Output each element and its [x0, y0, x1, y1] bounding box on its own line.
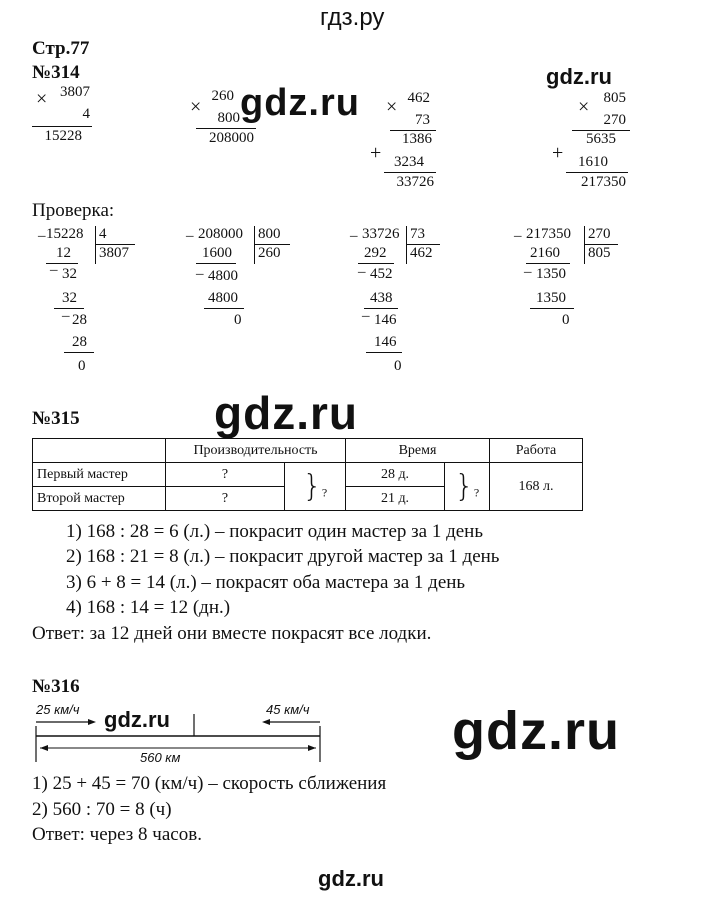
quotient: 3807 — [99, 245, 129, 261]
brace-cell — [445, 463, 490, 511]
remainder: 0 — [234, 312, 242, 328]
step: 452 — [370, 266, 393, 282]
remainder: 0 — [78, 358, 86, 374]
step: 28 — [72, 312, 87, 328]
plus-sign: + — [552, 142, 564, 164]
divisor: 4 — [99, 226, 107, 242]
step: 1350 — [536, 290, 566, 306]
watermark-small: gdz.ru — [546, 64, 612, 89]
product: 33726 — [396, 174, 434, 190]
watermark-large: gdz.ru — [214, 387, 358, 439]
step: 292 — [364, 245, 387, 261]
times-sign: × — [386, 96, 398, 118]
minus-sign: – — [186, 228, 194, 244]
product: 15228 — [44, 128, 82, 144]
table-cell: ? — [166, 463, 285, 487]
dividend: 15228 — [46, 226, 84, 242]
table-cell: ? — [166, 487, 285, 511]
rule — [64, 352, 94, 353]
factor: 260 — [211, 88, 234, 104]
dividend: 33726 — [362, 226, 400, 242]
distance-label: 560 км — [140, 750, 181, 765]
task-315-title: №315 — [32, 408, 80, 429]
partial-product: 5635 — [586, 131, 616, 147]
step: 2160 — [530, 245, 560, 261]
step: 4800 — [208, 290, 238, 306]
speed-right-label: 45 км/ч — [266, 702, 310, 717]
factor: 73 — [415, 112, 430, 128]
watermark-large: gdz.ru — [452, 701, 620, 761]
check-label: Проверка: — [32, 200, 115, 221]
minus-sign: – — [358, 264, 366, 280]
quotient: 462 — [410, 245, 433, 261]
step: 1600 — [202, 245, 232, 261]
division-bar — [584, 226, 585, 264]
factor: 462 — [407, 90, 430, 106]
partial-product: 1610 — [578, 154, 608, 170]
watermark-large: gdz.ru — [240, 82, 360, 124]
distance-arrow-right-icon — [308, 745, 316, 751]
division-bar — [95, 226, 96, 264]
remainder: 0 — [562, 312, 570, 328]
partial-product: 3234 — [394, 154, 424, 170]
dividend: 208000 — [198, 226, 243, 242]
question-mark: ? — [473, 485, 480, 500]
step: 146 — [374, 334, 397, 350]
table-cell: 168 л. — [490, 463, 583, 511]
step: 28 — [72, 334, 87, 350]
distance-arrow-left-icon — [40, 745, 48, 751]
rule — [196, 128, 256, 129]
minus-sign: – — [62, 308, 70, 324]
step: 146 — [374, 312, 397, 328]
solution-line: 1) 168 : 28 = 6 (л.) – покрасит один мастер за 1 день — [66, 521, 484, 542]
brace-icon: } — [454, 469, 474, 504]
brace-cell — [285, 463, 346, 511]
factor: 270 — [603, 112, 626, 128]
minus-sign: – — [350, 228, 358, 244]
factor: 805 — [603, 90, 626, 106]
rule — [366, 352, 402, 353]
product: 217350 — [581, 174, 626, 190]
times-sign: × — [190, 96, 202, 118]
solution-line: 1) 25 + 45 = 70 (км/ч) – скорость сближения — [32, 773, 387, 794]
rule — [566, 172, 628, 173]
brace-icon: } — [302, 469, 322, 504]
times-sign: × — [578, 96, 590, 118]
answer-line: Ответ: за 12 дней они вместе покрасят все лодки. — [32, 623, 432, 644]
quotient: 260 — [258, 245, 281, 261]
rule — [204, 308, 244, 309]
factor: 4 — [82, 106, 90, 122]
divisor: 73 — [410, 226, 425, 242]
remainder: 0 — [394, 358, 402, 374]
solution-line: 4) 168 : 14 = 12 (дн.) — [66, 597, 231, 618]
question-mark: ? — [321, 485, 328, 500]
rule — [32, 126, 92, 127]
rule — [196, 263, 236, 264]
arrow-left-head-icon — [262, 719, 270, 725]
solution-line: 3) 6 + 8 = 14 (л.) – покрасят оба мастера за 1 день — [66, 572, 466, 593]
table-cell: 28 д. — [346, 463, 445, 487]
table-row — [33, 463, 583, 487]
product: 208000 — [209, 130, 254, 146]
minus-sign: – — [196, 266, 204, 282]
quotient: 805 — [588, 245, 611, 261]
minus-sign: – — [514, 228, 522, 244]
plus-sign: + — [370, 142, 382, 164]
step: 438 — [370, 290, 393, 306]
table-cell: Первый мастер — [33, 463, 166, 487]
watermark-top: гдз.ру — [320, 4, 385, 31]
page-number: Стр.77 — [32, 38, 90, 59]
table-header-cell: Работа — [490, 439, 583, 463]
task-314-title: №314 — [32, 62, 80, 83]
division-bar — [406, 226, 407, 264]
times-sign: × — [36, 88, 48, 110]
watermark-small: gdz.ru — [104, 707, 170, 732]
step: 32 — [62, 290, 77, 306]
division-bar — [254, 226, 255, 264]
rule — [530, 308, 574, 309]
table-header-cell: Время — [346, 439, 490, 463]
step: 4800 — [208, 268, 238, 284]
table-header-row — [33, 439, 583, 463]
partial-product: 1386 — [402, 131, 432, 147]
minus-sign: – — [362, 308, 370, 324]
table-header-cell: Производительность — [166, 439, 346, 463]
divisor: 270 — [588, 226, 611, 242]
watermark-small: gdz.ru — [318, 866, 384, 891]
table-cell: 21 д. — [346, 487, 445, 511]
minus-sign: – — [524, 264, 532, 280]
factor: 3807 — [60, 84, 90, 100]
task-316-title: №316 — [32, 676, 80, 697]
task-table — [32, 438, 583, 511]
solution-line: 2) 168 : 21 = 8 (л.) – покрасит другой мастер за 1 день — [66, 546, 500, 567]
rule — [384, 172, 436, 173]
factor: 800 — [217, 110, 240, 126]
step: 32 — [62, 266, 77, 282]
minus-sign: – — [38, 228, 46, 244]
answer-line: Ответ: через 8 часов. — [32, 824, 202, 845]
arrow-right-head-icon — [88, 719, 96, 725]
step: 12 — [56, 245, 71, 261]
dividend: 217350 — [526, 226, 571, 242]
solution-line: 2) 560 : 70 = 8 (ч) — [32, 799, 172, 820]
divisor: 800 — [258, 226, 281, 242]
table-header-cell — [33, 439, 166, 463]
rule — [526, 263, 570, 264]
step: 1350 — [536, 266, 566, 282]
minus-sign: – — [50, 262, 58, 278]
speed-left-label: 25 км/ч — [36, 702, 80, 717]
table-cell: Второй мастер — [33, 487, 166, 511]
